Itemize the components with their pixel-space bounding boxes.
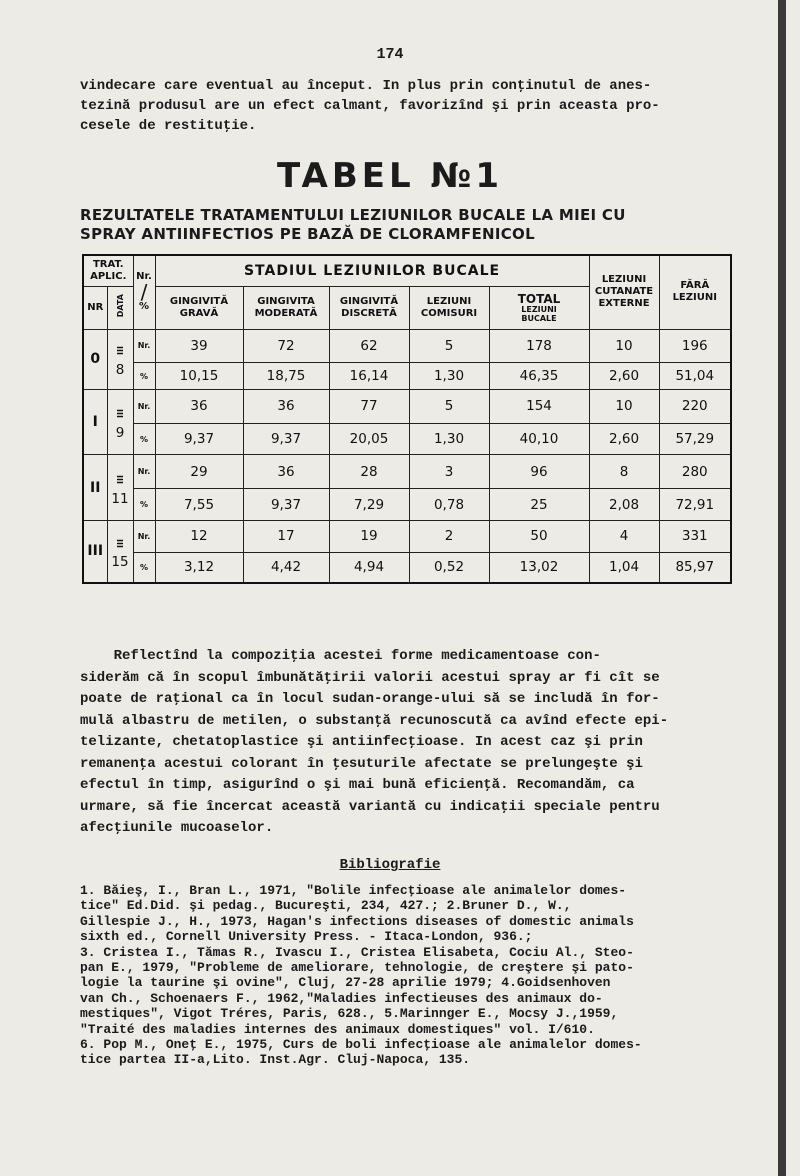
text-line: urmare, să fie încercat această variantă cu indicaţii speciale pentru bbox=[80, 798, 660, 815]
cell: 29 bbox=[155, 455, 243, 489]
header-line: GINGIVITA bbox=[257, 295, 315, 307]
bibliography-line: van Ch., Schoenaers F., 1962,"Maladies infectieuses des animaux do- bbox=[80, 990, 603, 1006]
cell: 3,12 bbox=[155, 552, 243, 583]
header-gingivita-grava bbox=[155, 287, 243, 329]
date-day: 8 bbox=[115, 362, 125, 379]
cell: 1,30 bbox=[409, 363, 489, 389]
bibliography-list bbox=[80, 883, 740, 1068]
cell: 196 bbox=[659, 329, 731, 363]
cell: 50 bbox=[489, 520, 589, 552]
header-data-label: DATA bbox=[115, 294, 125, 318]
bibliography-line: sixth ed., Cornell University Press. - Itaca-London, 936.; bbox=[80, 929, 533, 945]
cell: 4,94 bbox=[329, 552, 409, 583]
cell: 178 bbox=[489, 329, 589, 363]
bibliography-title: Bibliografie bbox=[339, 857, 441, 873]
group-date bbox=[107, 329, 133, 389]
cell: 10,15 bbox=[155, 363, 243, 389]
cell: 20,05 bbox=[329, 423, 409, 455]
unit-cell: Nr. bbox=[133, 520, 155, 552]
text-line: efectul în timp, asigurînd o şi mai bună eficienţă. Recomandăm, ca bbox=[80, 777, 635, 793]
unit-cell: % bbox=[133, 363, 155, 389]
table-row bbox=[83, 329, 731, 363]
header-line: BUCALE bbox=[521, 313, 557, 323]
header-data-col bbox=[107, 287, 133, 329]
header-leziuni-cutanate bbox=[589, 255, 659, 329]
cell: 46,35 bbox=[489, 363, 589, 389]
cell: 7,55 bbox=[155, 489, 243, 521]
date-month: III bbox=[115, 474, 125, 484]
header-nr: Nr. bbox=[136, 271, 152, 283]
cell: 19 bbox=[329, 520, 409, 552]
cell: 39 bbox=[155, 329, 243, 363]
date-month: III bbox=[115, 409, 125, 419]
cell: 8 bbox=[589, 455, 659, 489]
bibliography-line: 6. Pop M., Oneţ E., 1975, Curs de boli infecţioase ale animalelor domes- bbox=[80, 1037, 642, 1053]
cell: 72 bbox=[243, 329, 329, 363]
header-slash: / bbox=[140, 280, 148, 305]
subtitle-line: SPRAY ANTIINFECTIOS PE BAZĂ DE CLORAMFENICOL bbox=[80, 225, 535, 243]
unit-cell: % bbox=[133, 423, 155, 455]
header-gingivita-discreta bbox=[329, 287, 409, 329]
page-number: 174 bbox=[376, 46, 404, 63]
cell: 5 bbox=[409, 389, 489, 423]
text-line: siderăm că în scopul îmbunătăţirii valorii acestui spray ar fi cît se bbox=[80, 669, 660, 686]
group-date bbox=[107, 389, 133, 455]
header-nr-percent bbox=[133, 255, 155, 329]
cell: 12 bbox=[155, 520, 243, 552]
table-heading: TABEL №1 bbox=[276, 156, 504, 196]
cell: 2 bbox=[409, 520, 489, 552]
header-line: FĂRĂ bbox=[680, 280, 710, 292]
cell: 154 bbox=[489, 389, 589, 423]
cell: 280 bbox=[659, 455, 731, 489]
cell: 10 bbox=[589, 389, 659, 423]
text-line: Reflectînd la compoziţia acestei forme medicamentoase con- bbox=[80, 648, 601, 664]
text-line: poate de raţional ca în locul sudan-orange-ului să se includă în for- bbox=[80, 691, 660, 707]
cell: 25 bbox=[489, 489, 589, 521]
results-table bbox=[82, 254, 732, 584]
date-month: III bbox=[115, 538, 125, 548]
bibliography-line: "Traité des maladies internes des animaux domestiques" vol. I/610. bbox=[80, 1021, 595, 1037]
cell: 0,78 bbox=[409, 489, 489, 521]
unit-cell: % bbox=[133, 489, 155, 521]
text-line: cesele de restituţie. bbox=[80, 118, 257, 134]
bibliography-line: 3. Cristea I., Tămas R., Ivascu I., Cristea Elisabeta, Cociu Al., Steo- bbox=[80, 944, 634, 960]
group-nr: III bbox=[83, 520, 107, 583]
header-trat-aplic: TRAT. APLIC. bbox=[83, 255, 133, 287]
bibliography-line: pan E., 1979, "Probleme de ameliorare, tehnologie, de creştere şi pato- bbox=[80, 960, 634, 976]
table-row bbox=[83, 423, 731, 455]
table-row bbox=[83, 363, 731, 389]
header-total bbox=[489, 287, 589, 329]
cell: 17 bbox=[243, 520, 329, 552]
table-row bbox=[83, 389, 731, 423]
cell: 4 bbox=[589, 520, 659, 552]
cell: 10 bbox=[589, 329, 659, 363]
cell: 62 bbox=[329, 329, 409, 363]
body-paragraph bbox=[80, 646, 720, 840]
date-day: 9 bbox=[115, 425, 125, 442]
cell: 57,29 bbox=[659, 423, 731, 455]
header-line: DISCRETĂ bbox=[341, 307, 397, 319]
header-line: LEZIUNI bbox=[521, 304, 557, 314]
cell: 9,37 bbox=[243, 423, 329, 455]
cell: 72,91 bbox=[659, 489, 731, 521]
cell: 1,30 bbox=[409, 423, 489, 455]
intro-paragraph bbox=[80, 76, 720, 136]
cell: 40,10 bbox=[489, 423, 589, 455]
text-line: vindecare care eventual au început. In plus prin conţinutul de anes- bbox=[80, 78, 652, 94]
cell: 2,60 bbox=[589, 363, 659, 389]
header-nr-col: NR bbox=[83, 287, 107, 329]
cell: 7,29 bbox=[329, 489, 409, 521]
table-subtitle bbox=[80, 206, 740, 244]
cell: 51,04 bbox=[659, 363, 731, 389]
header-line: MODERATĂ bbox=[254, 307, 318, 319]
header-leziuni-comisuri bbox=[409, 287, 489, 329]
date-day: 11 bbox=[111, 490, 129, 507]
cell: 331 bbox=[659, 520, 731, 552]
table-row bbox=[83, 455, 731, 489]
header-line: GRAVĂ bbox=[179, 307, 219, 319]
cell: 4,42 bbox=[243, 552, 329, 583]
cell: 2,60 bbox=[589, 423, 659, 455]
table-row bbox=[83, 552, 731, 583]
group-nr: I bbox=[83, 389, 107, 455]
header-fara-leziuni bbox=[659, 255, 731, 329]
group-nr: II bbox=[83, 455, 107, 521]
group-nr: 0 bbox=[83, 329, 107, 389]
unit-cell: Nr. bbox=[133, 389, 155, 423]
group-date bbox=[107, 520, 133, 583]
text-line: afecţiunile mucoaselor. bbox=[80, 820, 274, 836]
cell: 13,02 bbox=[489, 552, 589, 583]
header-gingivita-moderata bbox=[243, 287, 329, 329]
bibliography-line: tice" Ed.Did. şi pedag., Bucureşti, 234, 427.; 2.Bruner D., W., bbox=[80, 898, 572, 914]
cell: 220 bbox=[659, 389, 731, 423]
date-month: III bbox=[115, 346, 125, 356]
header-line: EXTERNE bbox=[598, 298, 650, 310]
cell: 36 bbox=[155, 389, 243, 423]
bibliography-line: 1. Băieş, I., Bran L., 1971, "Bolile infecţioase ale animalelor domes- bbox=[80, 883, 627, 898]
bibliography-line: mestiques", Vigot Tréres, Paris, 628., 5.Marinnger E., Mocsy J.,1959, bbox=[80, 1006, 619, 1022]
unit-cell: Nr. bbox=[133, 329, 155, 363]
header-line: GINGIVITĂ bbox=[169, 295, 229, 307]
cell: 3 bbox=[409, 455, 489, 489]
cell: 1,04 bbox=[589, 552, 659, 583]
bibliography-line: tice partea II-a,Lito. Inst.Agr. Cluj-Napoca, 135. bbox=[80, 1052, 471, 1068]
cell: 28 bbox=[329, 455, 409, 489]
unit-cell: Nr. bbox=[133, 455, 155, 489]
cell: 96 bbox=[489, 455, 589, 489]
cell: 0,52 bbox=[409, 552, 489, 583]
header-line: CUTANATE bbox=[594, 286, 654, 298]
text-line: mulă albastru de metilen, o substanţă recunoscută ca avînd efecte epi- bbox=[80, 712, 669, 729]
header-line: COMISURI bbox=[420, 307, 478, 319]
subtitle-line: REZULTATELE TRATAMENTULUI LEZIUNILOR BUCALE LA MIEI CU bbox=[80, 206, 626, 224]
group-date bbox=[107, 455, 133, 521]
cell: 16,14 bbox=[329, 363, 409, 389]
cell: 77 bbox=[329, 389, 409, 423]
header-line: LEZIUNI bbox=[601, 274, 647, 286]
bibliography-line: logie la taurine şi ovine", Cluj, 27-28 aprilie 1979; 4.Goidsenhoven bbox=[80, 975, 611, 991]
cell: 36 bbox=[243, 389, 329, 423]
header-line: LEZIUNI bbox=[672, 292, 717, 304]
cell: 85,97 bbox=[659, 552, 731, 583]
cell: 18,75 bbox=[243, 363, 329, 389]
header-percent: % bbox=[138, 301, 150, 313]
header-stadiul: STADIUL LEZIUNILOR BUCALE bbox=[155, 255, 589, 287]
cell: 5 bbox=[409, 329, 489, 363]
header-line: LEZIUNI bbox=[426, 295, 472, 307]
header-line: TOTAL bbox=[517, 291, 561, 306]
text-line: tezină produsul are un efect calmant, favorizînd şi prin aceasta pro- bbox=[80, 98, 660, 114]
cell: 36 bbox=[243, 455, 329, 489]
date-day: 15 bbox=[111, 554, 129, 571]
bibliography-line: Gillespie J., H., 1973, Hagan's infections diseases of domestic animals bbox=[80, 913, 634, 929]
cell: 9,37 bbox=[155, 423, 243, 455]
text-line: remanenţa acestui colorant în ţesuturile afectate se prelungeşte şi bbox=[80, 755, 643, 772]
unit-cell: % bbox=[133, 552, 155, 583]
table-row bbox=[83, 520, 731, 552]
cell: 2,08 bbox=[589, 489, 659, 521]
cell: 9,37 bbox=[243, 489, 329, 521]
table-row bbox=[83, 489, 731, 521]
header-line: GINGIVITĂ bbox=[339, 295, 399, 307]
text-line: telizante, chetatoplastice şi antiinfecţioase. In acest caz şi prin bbox=[80, 734, 643, 750]
